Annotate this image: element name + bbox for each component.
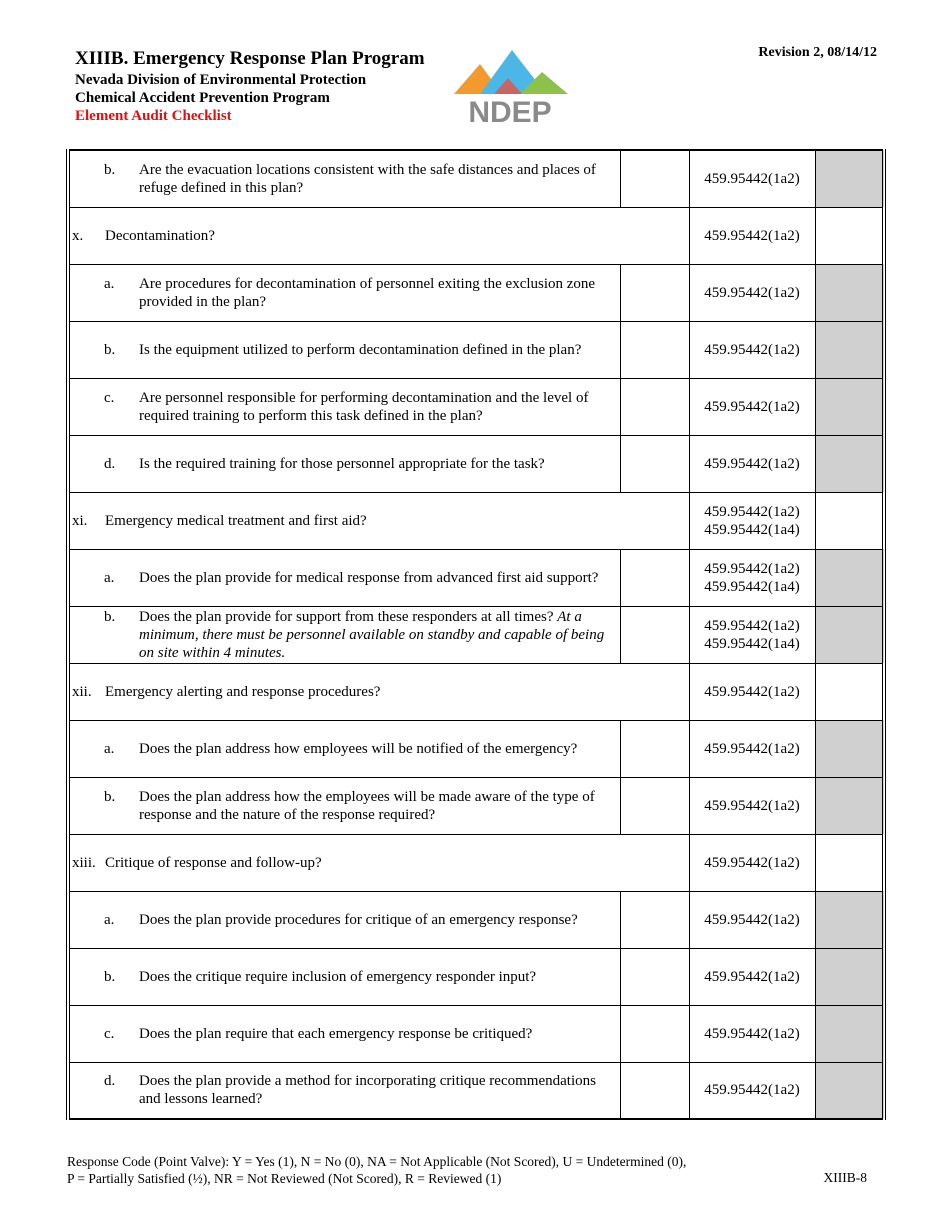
score-cell-shaded: [815, 264, 884, 321]
ndep-logo: [450, 48, 570, 126]
item-label: d.: [104, 1073, 116, 1090]
question-text: [139, 389, 620, 425]
response-cell[interactable]: [620, 435, 689, 492]
response-cell[interactable]: [620, 606, 689, 663]
question-text: [139, 788, 620, 824]
score-cell-shaded: [815, 1062, 884, 1119]
question-row: [68, 321, 884, 378]
legend-line-1: Response Code (Point Valve): Y = Yes (1), N = No (0), NA = Not Applicable (Not Scored), U = Undetermined (0),: [67, 1154, 687, 1169]
question-main-text: Are personnel responsible for performing decontamination and the level of required training to perform this task defined in the plan?: [139, 389, 589, 424]
question-text: [139, 608, 620, 662]
question-text: [139, 161, 620, 197]
question-main-text: Does the plan provide a method for incorporating critique recommendations and lessons learned?: [139, 1073, 596, 1108]
score-cell-shaded: [815, 321, 884, 378]
question-main-text: Emergency medical treatment and first aid?: [105, 512, 367, 529]
question-cell: [68, 663, 689, 720]
item-label: xi.: [72, 512, 88, 529]
question-row: [68, 948, 884, 1005]
score-cell[interactable]: [815, 492, 884, 549]
score-cell-shaded: [815, 1005, 884, 1062]
item-label: xii.: [72, 683, 92, 700]
score-cell-shaded: [815, 720, 884, 777]
question-main-text: Are the evacuation locations consistent with the safe distances and places of refuge defined in this plan?: [139, 161, 596, 196]
score-cell-shaded: [815, 150, 884, 207]
question-row: [68, 435, 884, 492]
section-row: [68, 492, 884, 549]
question-main-text: Emergency alerting and response procedures?: [105, 683, 381, 700]
question-cell: [68, 777, 620, 834]
citation-cell: 459.95442(1a2): [689, 1005, 815, 1062]
question-row: [68, 378, 884, 435]
item-label: a.: [104, 740, 115, 757]
response-cell[interactable]: [620, 891, 689, 948]
revision-label: Revision 2, 08/14/12: [758, 45, 877, 60]
page-number: XIIIB-8: [823, 1170, 867, 1185]
question-cell: [68, 834, 689, 891]
score-cell-shaded: [815, 606, 884, 663]
citation-cell: 459.95442(1a2): [689, 834, 815, 891]
question-main-text: Is the equipment utilized to perform decontamination defined in the plan?: [139, 341, 582, 358]
question-cell: [68, 435, 620, 492]
question-main-text: Does the critique require inclusion of emergency responder input?: [139, 968, 537, 985]
question-cell: [68, 264, 620, 321]
score-cell-shaded: [815, 549, 884, 606]
question-cell: [68, 378, 620, 435]
score-cell-shaded: [815, 435, 884, 492]
response-cell[interactable]: [620, 264, 689, 321]
section-row: [68, 207, 884, 264]
citation-cell: 459.95442(1a2): [689, 207, 815, 264]
citation-cell: 459.95442(1a2): [689, 321, 815, 378]
citation-cell: 459.95442(1a2): [689, 150, 815, 207]
question-text: [139, 911, 620, 929]
question-main-text: Is the required training for those personnel appropriate for the task?: [139, 455, 545, 472]
question-text: [139, 1072, 620, 1108]
citation-cell: 459.95442(1a2) 459.95442(1a4): [689, 492, 815, 549]
response-cell[interactable]: [620, 1005, 689, 1062]
item-label: a.: [104, 275, 115, 292]
question-main-text: Does the plan address how employees will be notified of the emergency?: [139, 740, 578, 757]
score-cell-shaded: [815, 948, 884, 1005]
question-text: [139, 275, 620, 311]
audit-checklist-table: [66, 149, 886, 1120]
question-main-text: Does the plan require that each emergency response be critiqued?: [139, 1025, 533, 1042]
program-name: Chemical Accident Prevention Program: [75, 90, 330, 106]
score-cell[interactable]: [815, 663, 884, 720]
response-cell[interactable]: [620, 1062, 689, 1119]
item-label: d.: [104, 455, 116, 472]
score-cell[interactable]: [815, 834, 884, 891]
question-text: [139, 455, 620, 473]
question-main-text: Does the plan provide procedures for critique of an emergency response?: [139, 911, 578, 928]
question-row: [68, 720, 884, 777]
question-text: [139, 569, 620, 587]
question-text: [139, 1025, 620, 1043]
question-row: [68, 1005, 884, 1062]
citation-cell: 459.95442(1a2) 459.95442(1a4): [689, 549, 815, 606]
legend-line-2: P = Partially Satisfied (½), NR = Not Reviewed (Not Scored), R = Reviewed (1): [67, 1171, 502, 1186]
item-label: xiii.: [72, 854, 96, 871]
question-main-text: Decontamination?: [105, 227, 215, 244]
question-main-text: Are procedures for decontamination of personnel exiting the exclusion zone provided in the plan?: [139, 275, 596, 310]
document-title: XIIIB. Emergency Response Plan Program: [75, 48, 425, 69]
citation-cell: 459.95442(1a2) 459.95442(1a4): [689, 606, 815, 663]
citation-cell: 459.95442(1a2): [689, 378, 815, 435]
question-text: [139, 341, 620, 359]
question-cell: [68, 720, 620, 777]
response-cell[interactable]: [620, 549, 689, 606]
question-text: [105, 512, 689, 530]
question-note: At a minimum, there must be personnel available on standby and capable of being on site within 4 minutes.: [139, 608, 605, 661]
question-cell: [68, 549, 620, 606]
citation-cell: 459.95442(1a2): [689, 663, 815, 720]
score-cell-shaded: [815, 378, 884, 435]
question-cell: [68, 948, 620, 1005]
question-row: [68, 150, 884, 207]
question-cell: [68, 207, 689, 264]
question-cell: [68, 1062, 620, 1119]
item-label: c.: [104, 389, 115, 406]
agency-name: Nevada Division of Environmental Protection: [75, 72, 367, 88]
checklist-label: Element Audit Checklist: [75, 108, 232, 124]
question-cell: [68, 1005, 620, 1062]
item-label: a.: [104, 569, 115, 586]
citation-cell: 459.95442(1a2): [689, 1062, 815, 1119]
section-row: [68, 834, 884, 891]
item-label: b.: [104, 788, 116, 805]
citation-cell: 459.95442(1a2): [689, 720, 815, 777]
question-text: [105, 227, 689, 245]
response-cell[interactable]: [620, 378, 689, 435]
question-row: [68, 606, 884, 663]
question-cell: [68, 492, 689, 549]
citation-cell: 459.95442(1a2): [689, 264, 815, 321]
item-label: c.: [104, 1025, 115, 1042]
logo-text: NDEP: [468, 96, 552, 126]
question-text: [105, 854, 689, 872]
score-cell-shaded: [815, 891, 884, 948]
item-label: x.: [72, 227, 84, 244]
response-cell[interactable]: [620, 720, 689, 777]
score-cell[interactable]: [815, 207, 884, 264]
question-text: [139, 740, 620, 758]
response-cell[interactable]: [620, 150, 689, 207]
question-text: [105, 683, 689, 701]
citation-cell: 459.95442(1a2): [689, 435, 815, 492]
response-cell[interactable]: [620, 321, 689, 378]
citation-cell: 459.95442(1a2): [689, 777, 815, 834]
question-row: [68, 549, 884, 606]
item-label: b.: [104, 341, 116, 358]
question-cell: [68, 150, 620, 207]
question-cell: [68, 891, 620, 948]
question-row: [68, 1062, 884, 1119]
section-row: [68, 663, 884, 720]
question-main-text: Does the plan provide for medical response from advanced first aid support?: [139, 569, 599, 586]
item-label: b.: [104, 161, 116, 178]
question-main-text: Does the plan address how the employees will be made aware of the type of response and the nature of the response required?: [139, 788, 595, 823]
item-label: a.: [104, 911, 115, 928]
question-main-text: Critique of response and follow-up?: [105, 854, 322, 871]
item-label: b.: [104, 608, 116, 625]
question-row: [68, 264, 884, 321]
response-cell[interactable]: [620, 948, 689, 1005]
question-row: [68, 891, 884, 948]
question-cell: [68, 606, 620, 663]
citation-cell: 459.95442(1a2): [689, 891, 815, 948]
score-cell-shaded: [815, 777, 884, 834]
citation-cell: 459.95442(1a2): [689, 948, 815, 1005]
question-row: [68, 777, 884, 834]
question-main-text: Does the plan provide for support from these responders at all times?: [139, 608, 558, 625]
item-label: b.: [104, 968, 116, 985]
response-code-legend: [67, 1153, 686, 1187]
response-cell[interactable]: [620, 777, 689, 834]
question-cell: [68, 321, 620, 378]
question-text: [139, 968, 620, 986]
